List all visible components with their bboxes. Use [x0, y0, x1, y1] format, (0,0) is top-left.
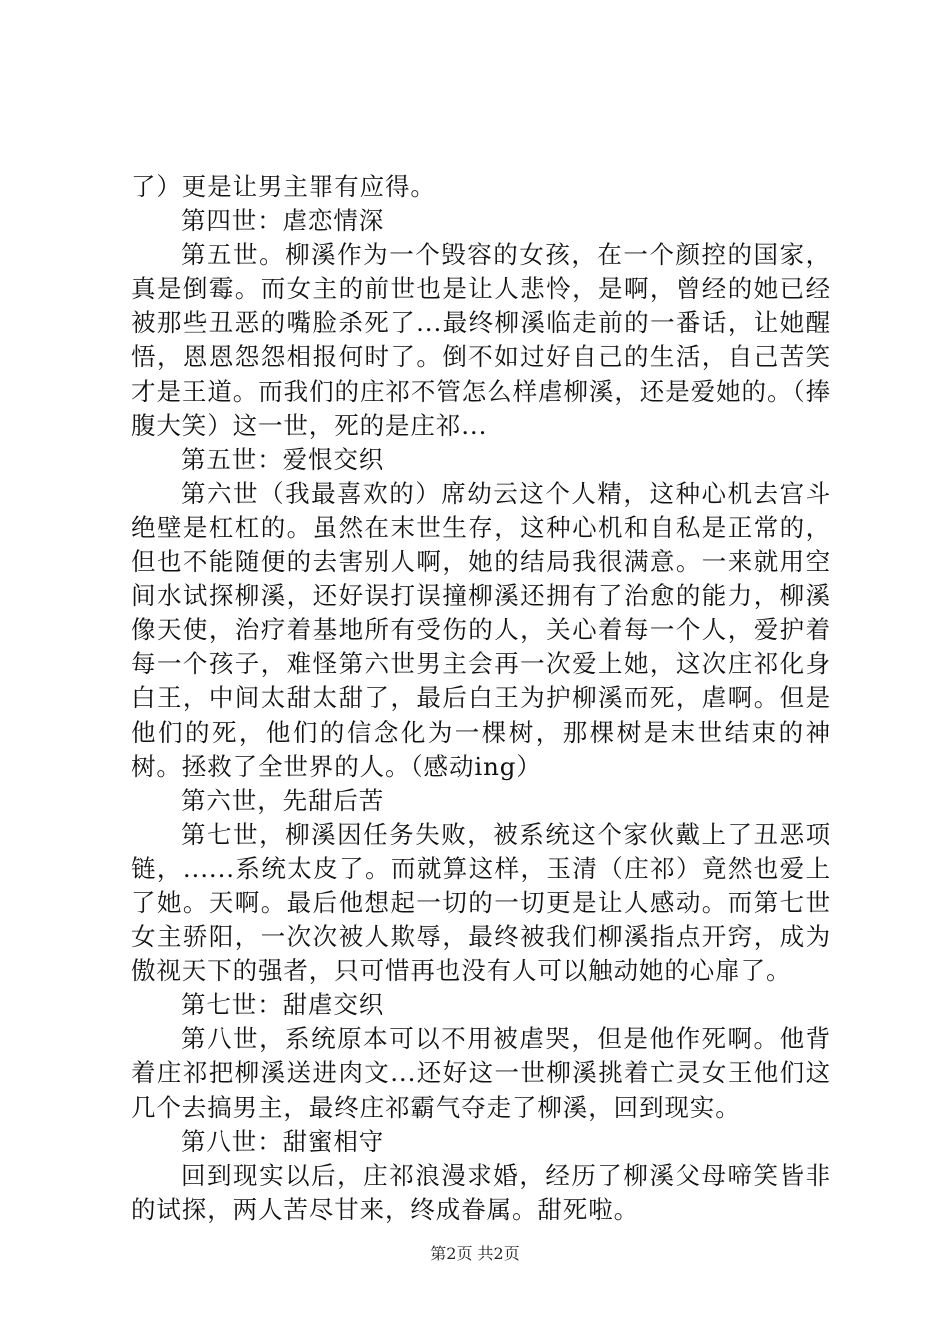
paragraph-seventh-life: 第七世，柳溪因任务失败，被系统这个家伙戴上了丑恶项链，......系统太皮了。而就算这样，玉清（庄祁）竟然也爱上了她。天啊。最后他想起一切的一切更是让人感动。而第七世女主骄阳，一次次被人欺辱，最终被我们柳溪指点开窍，成为傲视天下的强者，只可惜再也没有人可以触动她的心扉了。 — [131, 819, 831, 986]
paragraph-continuation: 了）更是让男主罪有应得。 — [131, 172, 436, 201]
section-heading-sixth-life: 第六世，先甜后苦 — [181, 785, 385, 815]
page-footer — [0, 1244, 950, 1264]
document-body — [131, 170, 831, 1227]
section-heading-fourth-life: 第四世：虐恋情深 — [181, 206, 385, 236]
paragraph-eighth-life: 第八世，系统原本可以不用被虐哭，但是他作死啊。他背着庄祁把柳溪送进肉文...还好这一世柳溪挑着亡灵女王他们这几个去搞男主，最终庄祁霸气夺走了柳溪，回到现实。 — [131, 1024, 831, 1122]
page-number-label: 第2页 共2页 — [430, 1244, 520, 1263]
paragraph-fifth-life: 第五世。柳溪作为一个毁容的女孩，在一个颜控的国家，真是倒霉。而女主的前世也是让人悲怜，是啊，曾经的她已经被那些丑恶的嘴脸杀死了...最终柳溪临走前的一番话，让她醒悟，恩恩怨怨相报何时了。倒不如过好自己的生活，自己苦笑才是王道。而我们的庄祁不管怎么样虐柳溪，还是爱她的。（捧腹大笑）这一世，死的是庄祁... — [131, 240, 831, 440]
paragraph-sixth-life: 第六世（我最喜欢的）席幼云这个人精，这种心机去宫斗绝壁是杠杠的。虽然在末世生存，这种心机和自私是正常的，但也不能随便的去害别人啊，她的结局我很满意。一来就用空间水试探柳溪，还好误打误撞柳溪还拥有了治愈的能力，柳溪像天使，治疗着基地所有受伤的人，关心着每一个人，爱护着每一个孩子，难怪第六世男主会再一次爱上她，这次庄祁化身白王，中间太甜太甜了，最后白王为护柳溪而死，虐啊。但是他们的死，他们的信念化为一棵树，那棵树是末世结束的神树。拯救了全世界的人。（感动ing） — [131, 478, 831, 781]
section-heading-seventh-life: 第七世：甜虐交织 — [181, 990, 385, 1020]
paragraph-return-to-reality: 回到现实以后，庄祁浪漫求婚，经历了柳溪父母啼笑皆非的试探，两人苦尽甘来，终成眷属。甜死啦。 — [131, 1160, 831, 1224]
section-heading-eighth-life: 第八世：甜蜜相守 — [181, 1126, 385, 1156]
section-heading-fifth-life: 第五世：爱恨交织 — [181, 444, 385, 474]
